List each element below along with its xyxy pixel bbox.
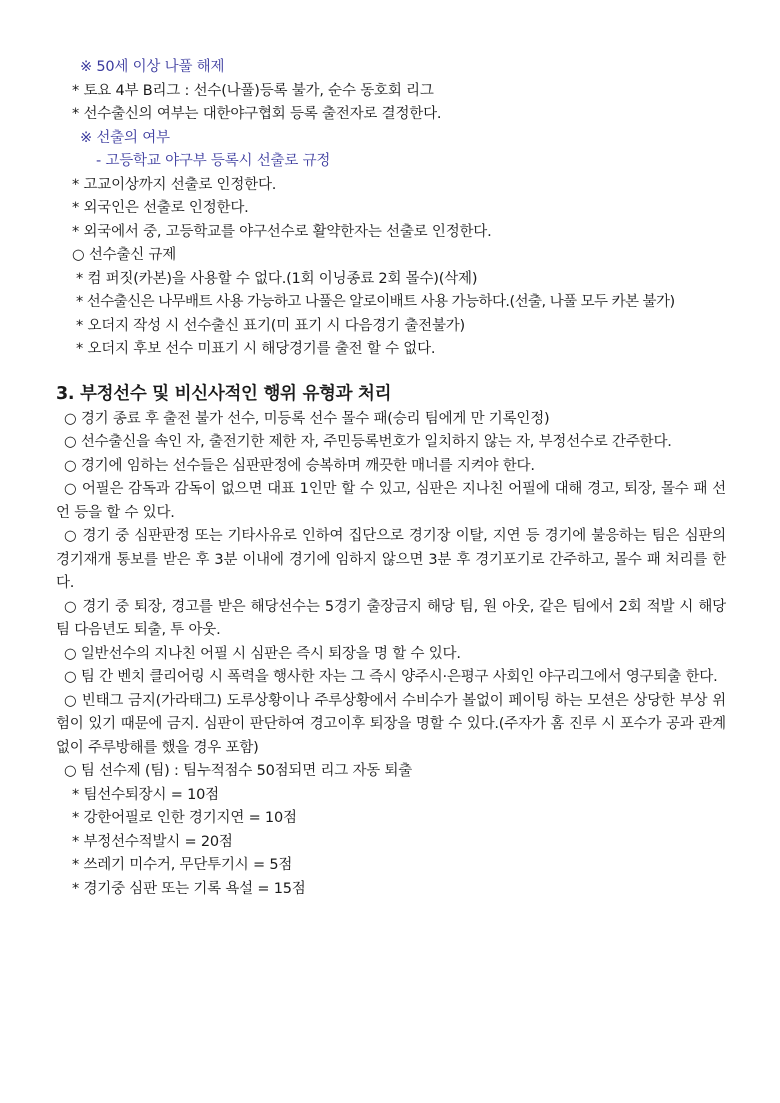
paragraph: ○ 경기 중 퇴장, 경고를 받은 해당선수는 5경기 출장금지 해당 팀, 원 아웃, 같은 팀에서 2회 적발 시 해당 팀 다음년도 퇴출, 투 아웃. xyxy=(56,598,726,638)
rule-line: - 고등학교 야구부 등록시 선출로 규정 xyxy=(96,153,331,169)
section-heading: 3. 부정선수 및 비신사적인 행위 유형과 처리 xyxy=(56,383,392,404)
rule-line: * 토요 4부 B리그 : 선수(나풀)등록 불가, 순수 동호회 리그 xyxy=(72,82,434,99)
penalty-item: * 경기중 심판 또는 기록 욕설 = 15점 xyxy=(72,880,306,897)
section3-body xyxy=(56,408,726,902)
penalty-item: * 부정선수적발시 = 20점 xyxy=(72,833,233,850)
paragraph: ○ 경기 종료 후 출전 불가 선수, 미등록 선수 몰수 패(승리 팀에게 만 기록인정) xyxy=(64,410,550,427)
rule-line: * 오더지 작성 시 선수출신 표기(미 표기 시 다음경기 출전불가) xyxy=(76,317,466,334)
penalty-item: * 쓰레기 미수거, 무단투기시 = 5점 xyxy=(72,857,293,873)
paragraph: ○ 빈태그 금지(가라태그) 도루상황이나 주루상황에서 수비수가 볼없이 페이팅 하는 모션은 상당한 부상 위험이 있기 때문에 금지. 심판이 판단하여 경고이후 퇴장을 명할 수 있다.(주자가 홈 진루 시 포수가 공과 관계없이 주루방해를 했을 경우 포함) xyxy=(56,692,726,756)
rule-line: ○ 선수출신 규제 xyxy=(72,247,177,263)
rule-line: ※ 50세 이상 나풀 해제 xyxy=(80,59,225,75)
penalty-title: ○ 팀 선수제 (팀) : 팀누적점수 50점되면 리그 자동 퇴출 xyxy=(64,763,413,779)
rule-line: * 컴 퍼짓(카본)을 사용할 수 없다.(1회 이닝종료 2회 몰수)(삭제) xyxy=(76,270,478,287)
paragraph: ○ 어필은 감독과 감독이 없으면 대표 1인만 할 수 있고, 심판은 지나친 어필에 대해 경고, 퇴장, 몰수 패 선언 등을 할 수 있다. xyxy=(56,481,726,521)
penalty-item: * 강한어필로 인한 경기지연 = 10점 xyxy=(72,810,297,826)
rule-line: * 선수출신의 여부는 대한야구협회 등록 출전자로 결정한다. xyxy=(72,106,442,122)
paragraph: ○ 팀 간 벤치 클리어링 시 폭력을 행사한 자는 그 즉시 양주시·은평구 사회인 야구리그에서 영구퇴출 한다. xyxy=(64,669,718,685)
rule-line: * 고교이상까지 선출로 인정한다. xyxy=(72,176,277,193)
rule-line: * 외국에서 중, 고등학교를 야구선수로 활약한자는 선출로 인정한다. xyxy=(72,223,492,240)
paragraph: ○ 일반선수의 지나친 어필 시 심판은 즉시 퇴장을 명 할 수 있다. xyxy=(64,645,461,662)
paragraph: ○ 경기에 임하는 선수들은 심판판정에 승복하며 깨끗한 매너를 지켜야 한다. xyxy=(64,457,535,474)
paragraph: ○ 선수출신을 속인 자, 출전기한 제한 자, 주민등록번호가 일치하지 않는 자, 부정선수로 간주한다. xyxy=(64,434,672,450)
rule-line: * 오더지 후보 선수 미표기 시 해당경기를 출전 할 수 없다. xyxy=(76,341,436,357)
rule-line: * 선수출신은 나무배트 사용 가능하고 나풀은 알로이배트 사용 가능하다.(선출, 나풀 모두 카본 불가) xyxy=(76,294,675,310)
paragraph: ○ 경기 중 심판판정 또는 기타사유로 인하여 집단으로 경기장 이탈, 지연 등 경기에 불응하는 팀은 심판의 경기재개 통보를 받은 후 3분 이내에 경기에 임하지 않으면 3분 후 경기포기로 간주하고, 몰수 패 처리를 한다. xyxy=(56,528,726,591)
rule-line: * 외국인은 선출로 인정한다. xyxy=(72,200,249,216)
penalty-item: * 팀선수퇴장시 = 10점 xyxy=(72,786,219,803)
rules-top-block xyxy=(56,56,726,362)
rule-line: ※ 선출의 여부 xyxy=(80,129,170,146)
document-page xyxy=(56,56,726,901)
